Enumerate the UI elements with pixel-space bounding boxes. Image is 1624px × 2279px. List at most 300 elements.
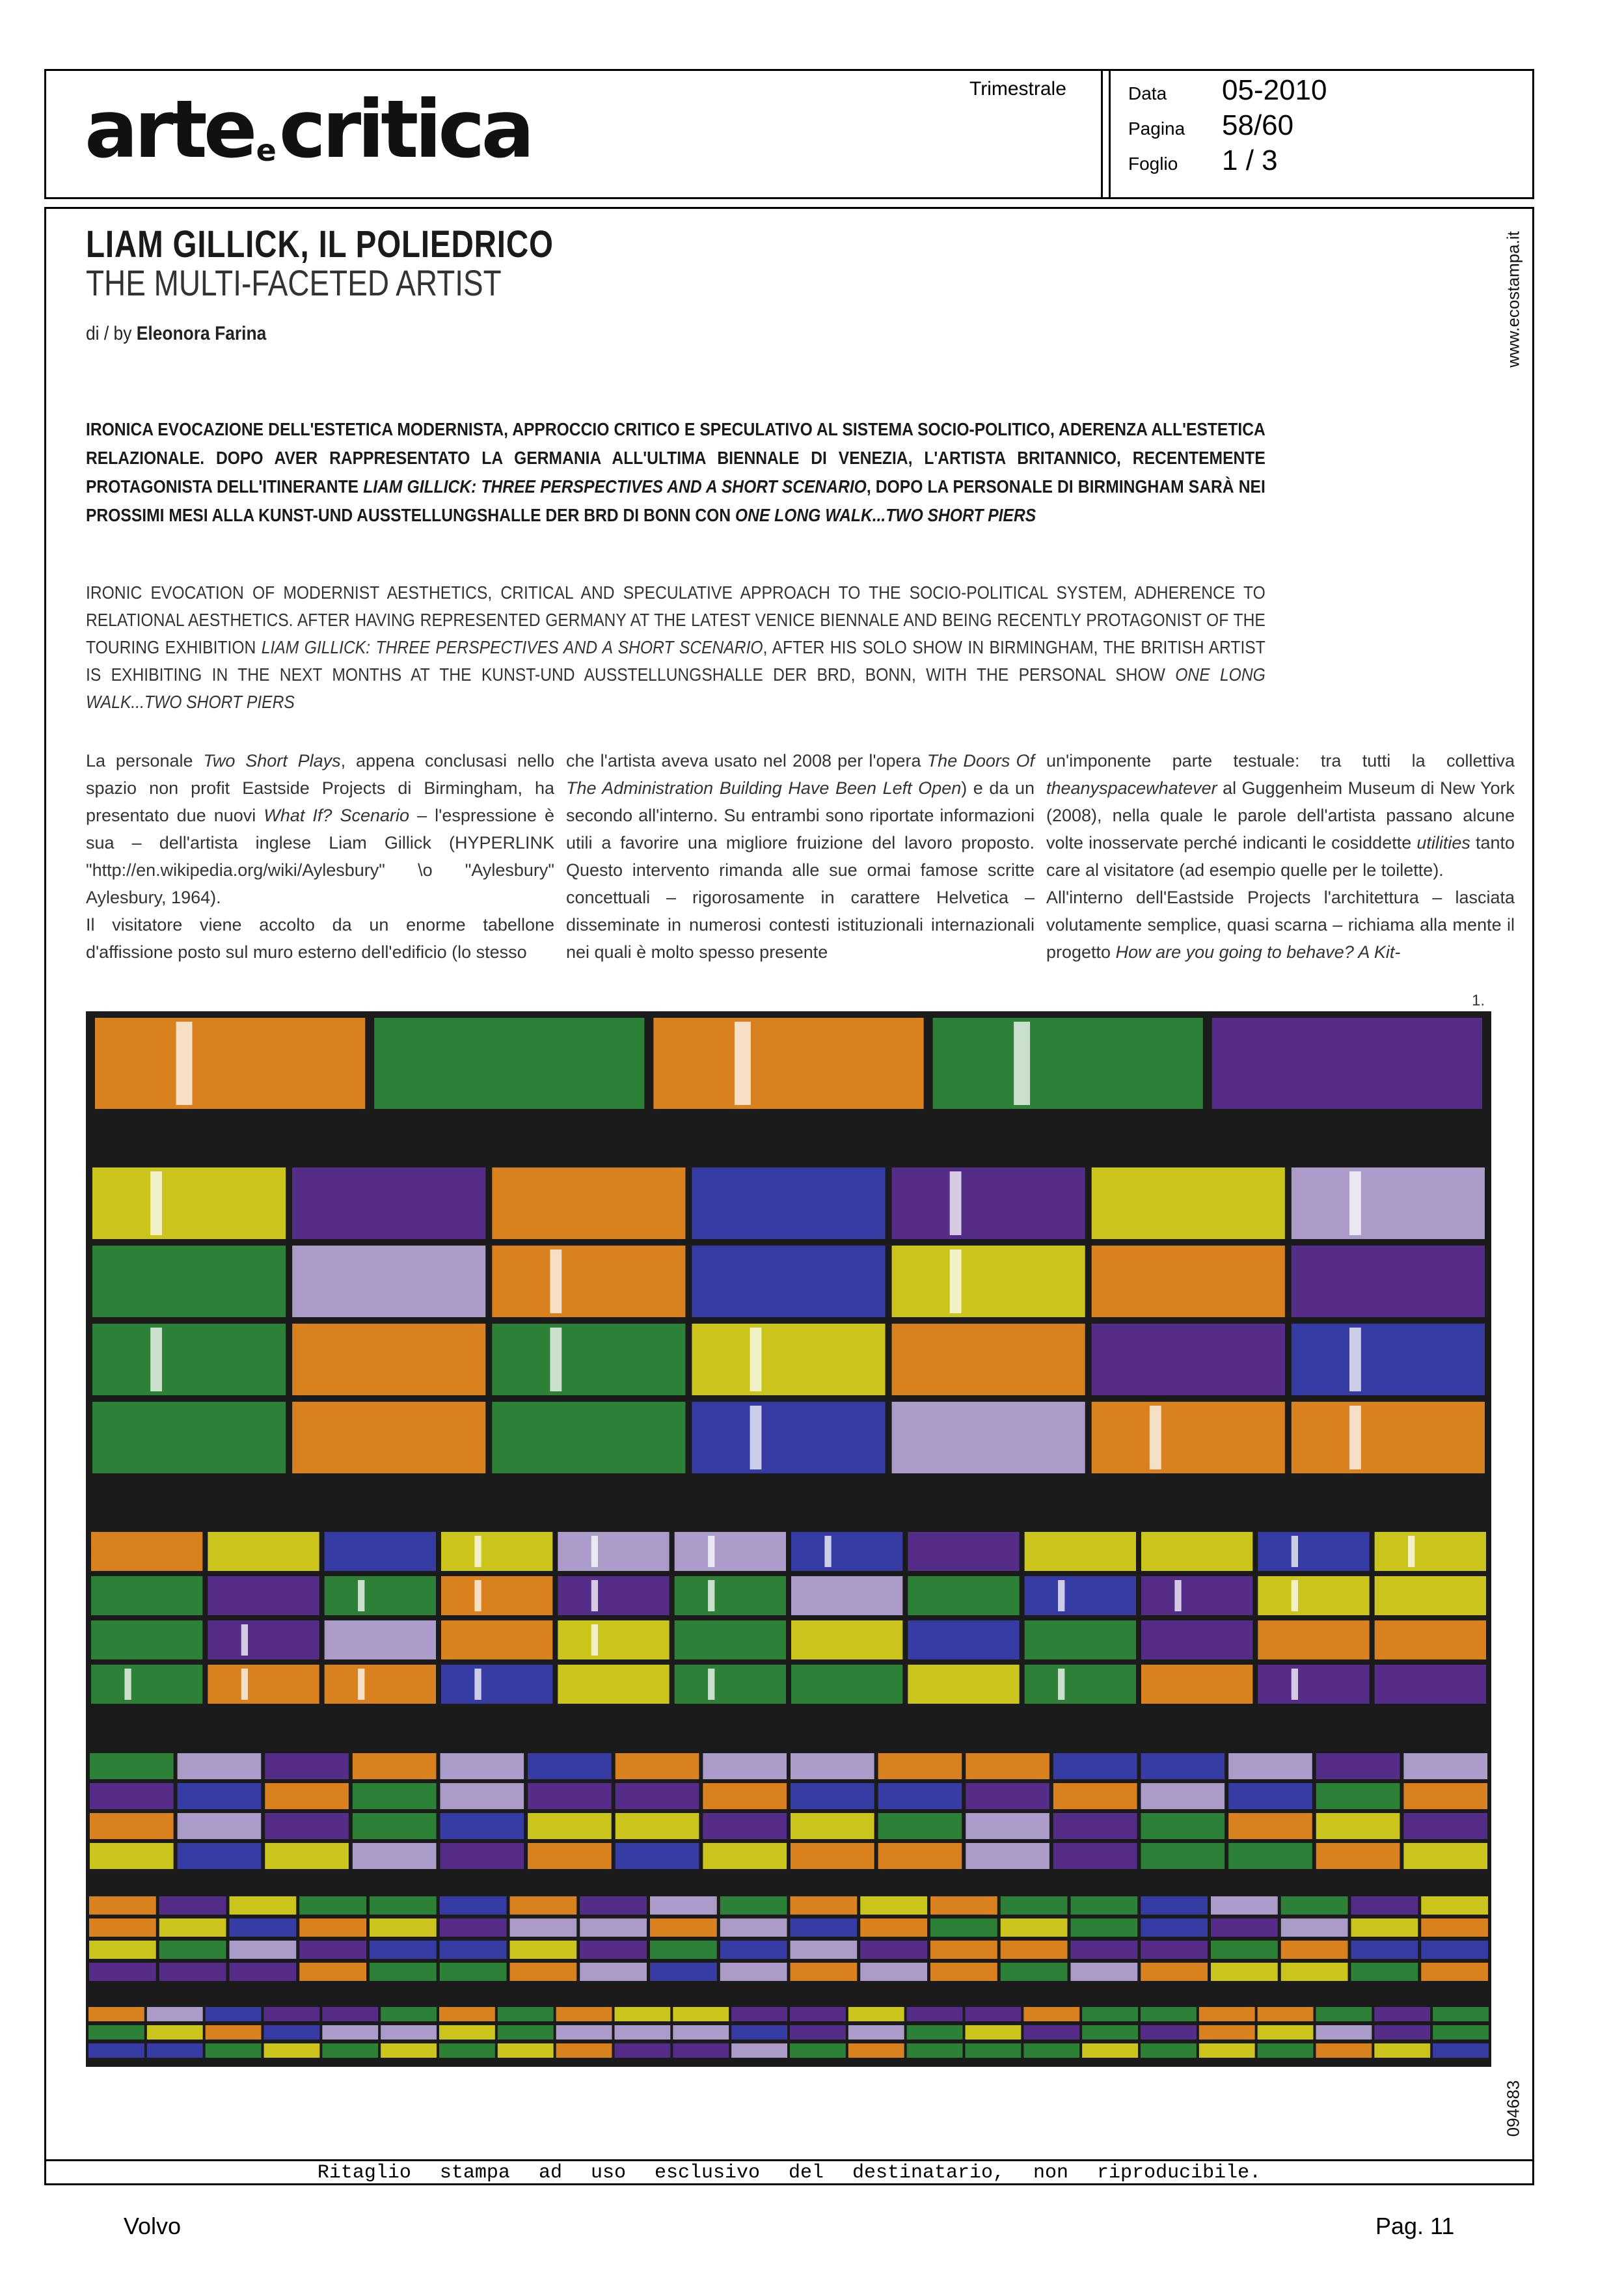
ceiling-panel xyxy=(692,1246,885,1317)
italic-text: theanyspacewhatever xyxy=(1046,778,1217,798)
text: – l'espressione è sua – dell'artista inglese Liam Gillick (HYPERLINK "http://en.wikipedia.org/wiki/Aylesbury" \o "Aylesbury" Aylesbury, 1964). xyxy=(86,806,554,907)
page-label: Pagina xyxy=(1128,118,1185,139)
ceiling-panel xyxy=(440,1941,507,1959)
text: La personale xyxy=(86,751,204,771)
ceiling-panel xyxy=(1001,1941,1068,1959)
ceiling-panel xyxy=(292,1402,485,1473)
ceiling-panel xyxy=(528,1783,612,1809)
ceiling-panel xyxy=(1374,2043,1430,2058)
ceiling-panel xyxy=(528,1753,612,1779)
fluorescent-tube xyxy=(735,1022,751,1105)
ceiling-panel xyxy=(908,1620,1019,1659)
ceiling-panel xyxy=(230,1941,297,1959)
ceiling-panel xyxy=(703,1843,787,1869)
fluorescent-tube xyxy=(241,1624,248,1656)
text: che l'artista aveva usato nel 2008 per l'opera xyxy=(566,751,927,771)
paragraph xyxy=(1046,884,1515,966)
ceiling-panel xyxy=(89,1896,156,1915)
ceiling-panel xyxy=(89,1963,156,1981)
text: All'interno dell'Eastside Projects l'architettura – lasciata volutamente semplice, quasi scarna – richiama alla mente il progetto xyxy=(1046,888,1515,962)
ceiling-panel xyxy=(265,1843,349,1869)
ceiling-panel xyxy=(848,2007,904,2021)
ceiling-panel xyxy=(208,1665,319,1704)
ceiling-panel xyxy=(510,1941,577,1959)
ceiling-panel xyxy=(790,2025,846,2040)
ceiling-panel xyxy=(650,1918,717,1937)
ceiling-panel xyxy=(1082,2025,1138,2040)
ceiling-panel xyxy=(791,1532,902,1571)
ceiling-panel xyxy=(90,1753,174,1779)
side-url-text: www.ecostampa.it xyxy=(1503,231,1523,368)
text: tanto care al visitatore (ad esempio quelle per le toilette). xyxy=(1046,833,1515,880)
ceiling-panel xyxy=(322,2025,378,2040)
ceiling-panel xyxy=(322,2007,378,2021)
ceiling-panel xyxy=(91,1576,202,1615)
abstract-en-exhibition: LIAM GILLICK: THREE PERSPECTIVES AND A SHORT SCENARIO xyxy=(261,637,763,657)
ceiling-panel xyxy=(147,2043,203,2058)
ceiling-panel xyxy=(653,1018,923,1109)
ceiling-panel xyxy=(675,1620,786,1659)
ceiling-panel xyxy=(703,1753,787,1779)
ceiling-panel xyxy=(1199,2007,1255,2021)
ceiling-panel xyxy=(292,1324,485,1395)
ceiling-panel xyxy=(1316,2025,1372,2040)
ceiling-panel xyxy=(692,1167,885,1239)
ceiling-panel xyxy=(1023,2025,1079,2040)
abstract-it-exhibition: LIAM GILLICK: THREE PERSPECTIVES AND A SHORT SCENARIO xyxy=(363,476,867,497)
fluorescent-tube xyxy=(1014,1022,1030,1105)
ceiling-panel xyxy=(1433,2007,1489,2021)
ceiling-panel xyxy=(322,2043,378,2058)
ceiling-panel xyxy=(91,1532,202,1571)
ceiling-panel xyxy=(440,1783,524,1809)
ceiling-panel xyxy=(1199,2025,1255,2040)
ceiling-panel xyxy=(1071,1963,1138,1981)
fluorescent-tube xyxy=(1292,1536,1298,1567)
ceiling-panel xyxy=(1141,1783,1225,1809)
ceiling-panel xyxy=(675,1576,786,1615)
ceiling-panel xyxy=(90,1813,174,1839)
ceiling-panel xyxy=(966,1813,1049,1839)
ceiling-panel xyxy=(731,2043,787,2058)
ceiling-panel xyxy=(1258,2007,1314,2021)
ceiling-panel xyxy=(966,1783,1049,1809)
ceiling-panel xyxy=(1199,2043,1255,2058)
ceiling-panel xyxy=(558,1620,669,1659)
italic-text: What If? Scenario xyxy=(264,806,410,825)
ceiling-panel xyxy=(325,1665,436,1704)
text: un'imponente parte testuale: tra tutti la collettiva xyxy=(1046,751,1515,771)
ceiling-panel xyxy=(720,1918,787,1937)
ceiling-panel xyxy=(325,1576,436,1615)
fluorescent-tube xyxy=(1349,1406,1361,1469)
ceiling-panel xyxy=(498,2025,554,2040)
ceiling-panel xyxy=(1374,2007,1430,2021)
ceiling-installation-photo xyxy=(86,1011,1491,2067)
ceiling-panel xyxy=(159,1896,226,1915)
ceiling-panel xyxy=(860,1918,927,1937)
ceiling-panel xyxy=(1141,1941,1208,1959)
ceiling-panel xyxy=(230,1963,297,1981)
ceiling-panel xyxy=(1258,1620,1369,1659)
ceiling-panel xyxy=(673,2025,729,2040)
ceiling-panel xyxy=(1001,1918,1068,1937)
ceiling-panel xyxy=(1141,1963,1208,1981)
ceiling-panel xyxy=(791,1963,858,1981)
ceiling-panel xyxy=(208,1620,319,1659)
ceiling-panel xyxy=(1351,1918,1418,1937)
ceiling-panel xyxy=(930,1941,997,1959)
byline-author: Eleonora Farina xyxy=(136,323,267,344)
ceiling-panel xyxy=(1212,1018,1482,1109)
ceiling-panel xyxy=(441,1576,552,1615)
ceiling-panel xyxy=(1228,1783,1312,1809)
ceiling-panel xyxy=(720,1963,787,1981)
ceiling-panel xyxy=(930,1896,997,1915)
ceiling-panel xyxy=(1141,1532,1252,1571)
side-code-text: 094683 xyxy=(1503,2080,1523,2137)
text: ) e da un secondo all'interno. Su entrambi sono riportate informazioni utili a favorire una migliore fruizione del lavoro proposto. Questo intervento rimanda alle sue ormai famose scritte concettuali – rigorosamente in carattere Helvetica – disseminate in numerosi contesti istituzionali internazionali nei quali è molto spesso presente xyxy=(566,778,1035,962)
ceiling-panel xyxy=(1403,1783,1487,1809)
ceiling-panel xyxy=(95,1018,365,1109)
ceiling-panel xyxy=(1433,2043,1489,2058)
ceiling-panel xyxy=(178,1783,262,1809)
ceiling-panel xyxy=(1141,1620,1252,1659)
fluorescent-tube xyxy=(1058,1580,1064,1611)
ceiling-panel xyxy=(790,2043,846,2058)
ceiling-panel xyxy=(791,1813,874,1839)
ceiling-panel xyxy=(1071,1941,1138,1959)
ceiling-panel xyxy=(675,1532,786,1571)
ceiling-panel xyxy=(353,1843,437,1869)
ceiling-panel xyxy=(908,1665,1019,1704)
ceiling-panel xyxy=(692,1324,885,1395)
ceiling-panel xyxy=(907,2025,963,2040)
ceiling-panel xyxy=(675,1665,786,1704)
ceiling-panel xyxy=(892,1324,1085,1395)
abstract-en-text: IRONIC EVOCATION OF MODERNIST AESTHETICS, CRITICAL AND SPECULATIVE APPROACH TO THE SOCIO-POLITICAL SYSTEM, ADHERENCE TO RELATIONAL AESTHETICS. AFTER HAVING REPRESENTED GERMANY AT THE LATEST VENICE BIENNALE AND BEING RECENTLY PROTAGONIST OF THE TOURING EXHIBITION xyxy=(86,582,1265,657)
fluorescent-tube xyxy=(824,1536,831,1567)
ceiling-panel xyxy=(299,1896,366,1915)
ceiling-panel xyxy=(930,1963,997,1981)
abstract-english xyxy=(86,579,1265,716)
ceiling-panel xyxy=(558,1576,669,1615)
ceiling-panel xyxy=(264,2025,320,2040)
ceiling-panel xyxy=(616,1813,699,1839)
photo-svg xyxy=(86,1011,1491,2067)
ceiling-panel xyxy=(1141,1843,1225,1869)
ceiling-panel xyxy=(492,1246,685,1317)
ceiling-panel xyxy=(1053,1813,1137,1839)
text: , appena conclusasi nello spazio non profit Eastside Projects di Birmingham, ha presentato due nuovi xyxy=(86,751,554,825)
ceiling-panel xyxy=(440,1843,524,1869)
logo-part-arte: arte xyxy=(85,83,254,176)
ceiling-panel xyxy=(908,1576,1019,1615)
ceiling-panel xyxy=(92,1402,286,1473)
ceiling-panel xyxy=(92,1167,286,1239)
ceiling-panel xyxy=(791,1783,874,1809)
ceiling-panel xyxy=(1316,2007,1372,2021)
fluorescent-tube xyxy=(591,1580,598,1611)
ceiling-panel xyxy=(89,1918,156,1937)
ceiling-panel xyxy=(206,2025,262,2040)
ceiling-panel xyxy=(556,2025,612,2040)
ceiling-panel xyxy=(439,2025,495,2040)
ceiling-panel xyxy=(616,1843,699,1869)
ceiling-panel xyxy=(1141,1753,1225,1779)
ceiling-panel xyxy=(92,1246,286,1317)
ceiling-panel xyxy=(492,1402,685,1473)
header-divider xyxy=(1101,69,1103,199)
ceiling-panel xyxy=(1316,1813,1400,1839)
ceiling-panel xyxy=(966,1843,1049,1869)
sheet-value: 1 / 3 xyxy=(1222,144,1278,176)
ceiling-panel xyxy=(374,1018,644,1109)
ceiling-panel xyxy=(1082,2043,1138,2058)
ceiling-panel xyxy=(230,1896,297,1915)
ceiling-panel xyxy=(1316,1753,1400,1779)
ceiling-panel xyxy=(878,1843,962,1869)
ceiling-panel xyxy=(1025,1620,1136,1659)
ceiling-panel xyxy=(91,1620,202,1659)
paragraph xyxy=(566,747,1035,966)
ceiling-panel xyxy=(178,1813,262,1839)
ceiling-panel xyxy=(1375,1665,1486,1704)
logo-part-e: e xyxy=(256,133,277,168)
fluorescent-tube xyxy=(176,1022,193,1105)
ceiling-panel xyxy=(1292,1167,1485,1239)
ceiling-panel xyxy=(1211,1963,1278,1981)
ceiling-panel xyxy=(1403,1843,1487,1869)
ceiling-panel xyxy=(441,1665,552,1704)
ceiling-panel xyxy=(159,1941,226,1959)
ceiling-panel xyxy=(1001,1896,1068,1915)
ceiling-panel xyxy=(1071,1896,1138,1915)
ceiling-panel xyxy=(673,2043,729,2058)
ceiling-panel xyxy=(498,2007,554,2021)
ceiling-panel xyxy=(1141,2007,1197,2021)
ceiling-panel xyxy=(615,2025,671,2040)
ceiling-panel xyxy=(703,1783,787,1809)
fluorescent-tube xyxy=(1292,1669,1298,1700)
italic-text: The Doors Of The Administration Building Have Been Left Open xyxy=(566,751,1035,798)
ceiling-panel xyxy=(860,1963,927,1981)
fluorescent-tube xyxy=(1292,1580,1298,1611)
ceiling-panel xyxy=(892,1246,1085,1317)
ceiling-panel xyxy=(264,2043,320,2058)
ceiling-panel xyxy=(615,2007,671,2021)
ceiling-panel xyxy=(791,1620,902,1659)
ceiling-panel xyxy=(966,2025,1022,2040)
ceiling-panel xyxy=(441,1532,552,1571)
ceiling-panel xyxy=(616,1753,699,1779)
ceiling-panel xyxy=(1292,1324,1485,1395)
fluorescent-tube xyxy=(474,1536,481,1567)
ceiling-panel xyxy=(1403,1753,1487,1779)
ceiling-panel xyxy=(1375,1532,1486,1571)
ceiling-panel xyxy=(1001,1963,1068,1981)
abstract-it-show: ONE LONG WALK...TWO SHORT PIERS xyxy=(735,505,1036,525)
ceiling-panel xyxy=(731,2007,787,2021)
ceiling-panel xyxy=(892,1402,1085,1473)
fluorescent-tube xyxy=(1058,1669,1064,1700)
ceiling-panel xyxy=(440,1813,524,1839)
ceiling-panel xyxy=(353,1813,437,1839)
ceiling-panel xyxy=(1421,1918,1488,1937)
ceiling-panel xyxy=(208,1532,319,1571)
ceiling-panel xyxy=(650,1941,717,1959)
ceiling-panel xyxy=(147,2007,203,2021)
ceiling-panel xyxy=(381,2025,437,2040)
ceiling-panel xyxy=(1258,1532,1369,1571)
ceiling-panel xyxy=(264,2007,320,2021)
ceiling-panel xyxy=(650,1963,717,1981)
fluorescent-tube xyxy=(1349,1171,1361,1235)
ceiling-panel xyxy=(292,1246,485,1317)
ceiling-panel xyxy=(178,1753,262,1779)
ceiling-panel xyxy=(1421,1941,1488,1959)
ceiling-panel xyxy=(90,1843,174,1869)
ceiling-panel xyxy=(370,1941,437,1959)
ceiling-panel xyxy=(1141,1813,1225,1839)
ceiling-panel xyxy=(720,1896,787,1915)
ceiling-panel xyxy=(1316,1783,1400,1809)
fluorescent-tube xyxy=(591,1624,598,1656)
fluorescent-tube xyxy=(474,1669,481,1700)
fluorescent-tube xyxy=(150,1171,162,1235)
ceiling-panel xyxy=(1053,1843,1137,1869)
ceiling-panel xyxy=(878,1813,962,1839)
ceiling-panel xyxy=(1211,1896,1278,1915)
ceiling-panel xyxy=(1141,2043,1197,2058)
ceiling-panel xyxy=(265,1813,349,1839)
fluorescent-tube xyxy=(124,1669,131,1700)
ceiling-panel xyxy=(510,1918,577,1937)
ceiling-panel xyxy=(1092,1402,1285,1473)
paragraph xyxy=(1046,747,1515,884)
ceiling-panel xyxy=(1351,1896,1418,1915)
ceiling-panel xyxy=(790,2007,846,2021)
ceiling-panel xyxy=(930,1918,997,1937)
fluorescent-tube xyxy=(1349,1328,1361,1391)
ceiling-panel xyxy=(440,1753,524,1779)
fluorescent-tube xyxy=(708,1669,714,1700)
ceiling-panel xyxy=(580,1941,647,1959)
ceiling-panel xyxy=(1375,1620,1486,1659)
ceiling-panel xyxy=(556,2007,612,2021)
ceiling-panel xyxy=(1258,1576,1369,1615)
ceiling-panel xyxy=(1258,2025,1314,2040)
header-divider xyxy=(1109,69,1111,199)
sheet-label: Foglio xyxy=(1128,154,1178,174)
ceiling-panel xyxy=(1141,1918,1208,1937)
footer-rule xyxy=(44,2159,1534,2161)
ceiling-panel xyxy=(907,2007,963,2021)
ceiling-panel xyxy=(615,2043,671,2058)
ceiling-panel xyxy=(353,1783,437,1809)
ceiling-panel xyxy=(703,1813,787,1839)
ceiling-panel xyxy=(88,2025,144,2040)
ceiling-panel xyxy=(848,2043,904,2058)
ceiling-panel xyxy=(791,1665,902,1704)
ceiling-panel xyxy=(1228,1753,1312,1779)
ceiling-panel xyxy=(299,1941,366,1959)
fluorescent-tube xyxy=(1174,1580,1181,1611)
ceiling-panel xyxy=(1258,2043,1314,2058)
ceiling-panel xyxy=(848,2025,904,2040)
ceiling-panel xyxy=(908,1532,1019,1571)
fluorescent-tube xyxy=(358,1669,364,1700)
fluorescent-tube xyxy=(950,1171,962,1235)
fluorescent-tube xyxy=(358,1580,364,1611)
ceiling-panel xyxy=(265,1753,349,1779)
ceiling-panel xyxy=(492,1167,685,1239)
abstract-it-text: IRONICA EVOCAZIONE DELL'ESTETICA MODERNISTA, APPROCCIO CRITICO E SPECULATIVO AL SISTEMA SOCIO-POLITICO, ADERENZA ALL'ESTETICA RELAZIONALE. DOPO AVER RAPPRESENTATO LA GERMANIA ALL'ULTIMA BIENNALE DI VENEZIA, L'ARTISTA BRITANNICO, RECENTEMENTE PROTAGONISTA DELL'ITINERANTE xyxy=(86,419,1265,497)
ceiling-panel xyxy=(439,2007,495,2021)
ceiling-panel xyxy=(1281,1941,1348,1959)
ceiling-panel xyxy=(580,1896,647,1915)
ceiling-panel xyxy=(1092,1167,1285,1239)
ceiling-panel xyxy=(498,2043,554,2058)
ceiling-panel xyxy=(966,1753,1049,1779)
paragraph xyxy=(86,747,554,911)
ceiling-panel xyxy=(90,1783,174,1809)
ceiling-panel xyxy=(440,1896,507,1915)
ceiling-panel xyxy=(208,1576,319,1615)
ceiling-panel xyxy=(510,1963,577,1981)
ceiling-panel xyxy=(1211,1918,1278,1937)
ceiling-panel xyxy=(1292,1402,1485,1473)
ceiling-panel xyxy=(147,2025,203,2040)
fluorescent-tube xyxy=(750,1406,762,1469)
ceiling-panel xyxy=(1025,1665,1136,1704)
ceiling-panel xyxy=(558,1532,669,1571)
ceiling-panel xyxy=(1082,2007,1138,2021)
ceiling-panel xyxy=(1421,1896,1488,1915)
side-url xyxy=(1494,215,1533,384)
fluorescent-tube xyxy=(708,1536,714,1567)
article-title-it: LIAM GILLICK, IL POLIEDRICO xyxy=(86,223,554,266)
side-code xyxy=(1494,2069,1533,2148)
ceiling-panel xyxy=(1258,1665,1369,1704)
frequency-label: Trimestrale xyxy=(969,78,1066,100)
ceiling-panel xyxy=(1141,1576,1252,1615)
ceiling-panel xyxy=(353,1753,437,1779)
ceiling-panel xyxy=(650,1896,717,1915)
ceiling-panel xyxy=(1316,1843,1400,1869)
italic-text: How are you going to behave? A Kit- xyxy=(1115,942,1401,962)
ceiling-panel xyxy=(89,1941,156,1959)
ceiling-panel xyxy=(1141,2025,1197,2040)
ceiling-panel xyxy=(92,1324,286,1395)
fluorescent-tube xyxy=(708,1580,714,1611)
fluorescent-tube xyxy=(1150,1406,1161,1469)
ceiling-panel xyxy=(878,1753,962,1779)
ceiling-panel xyxy=(860,1941,927,1959)
magazine-logo xyxy=(85,83,531,176)
ceiling-panel xyxy=(1351,1941,1418,1959)
ceiling-panel xyxy=(860,1896,927,1915)
abstract-italian xyxy=(86,415,1265,530)
ceiling-panel xyxy=(558,1665,669,1704)
ceiling-panel xyxy=(731,2025,787,2040)
ceiling-panel xyxy=(528,1843,612,1869)
ceiling-panel xyxy=(381,2007,437,2021)
footer-client: Volvo xyxy=(124,2213,182,2239)
ceiling-panel xyxy=(439,2043,495,2058)
figure-number: 1. xyxy=(1472,992,1485,1009)
ceiling-panel xyxy=(892,1167,1085,1239)
